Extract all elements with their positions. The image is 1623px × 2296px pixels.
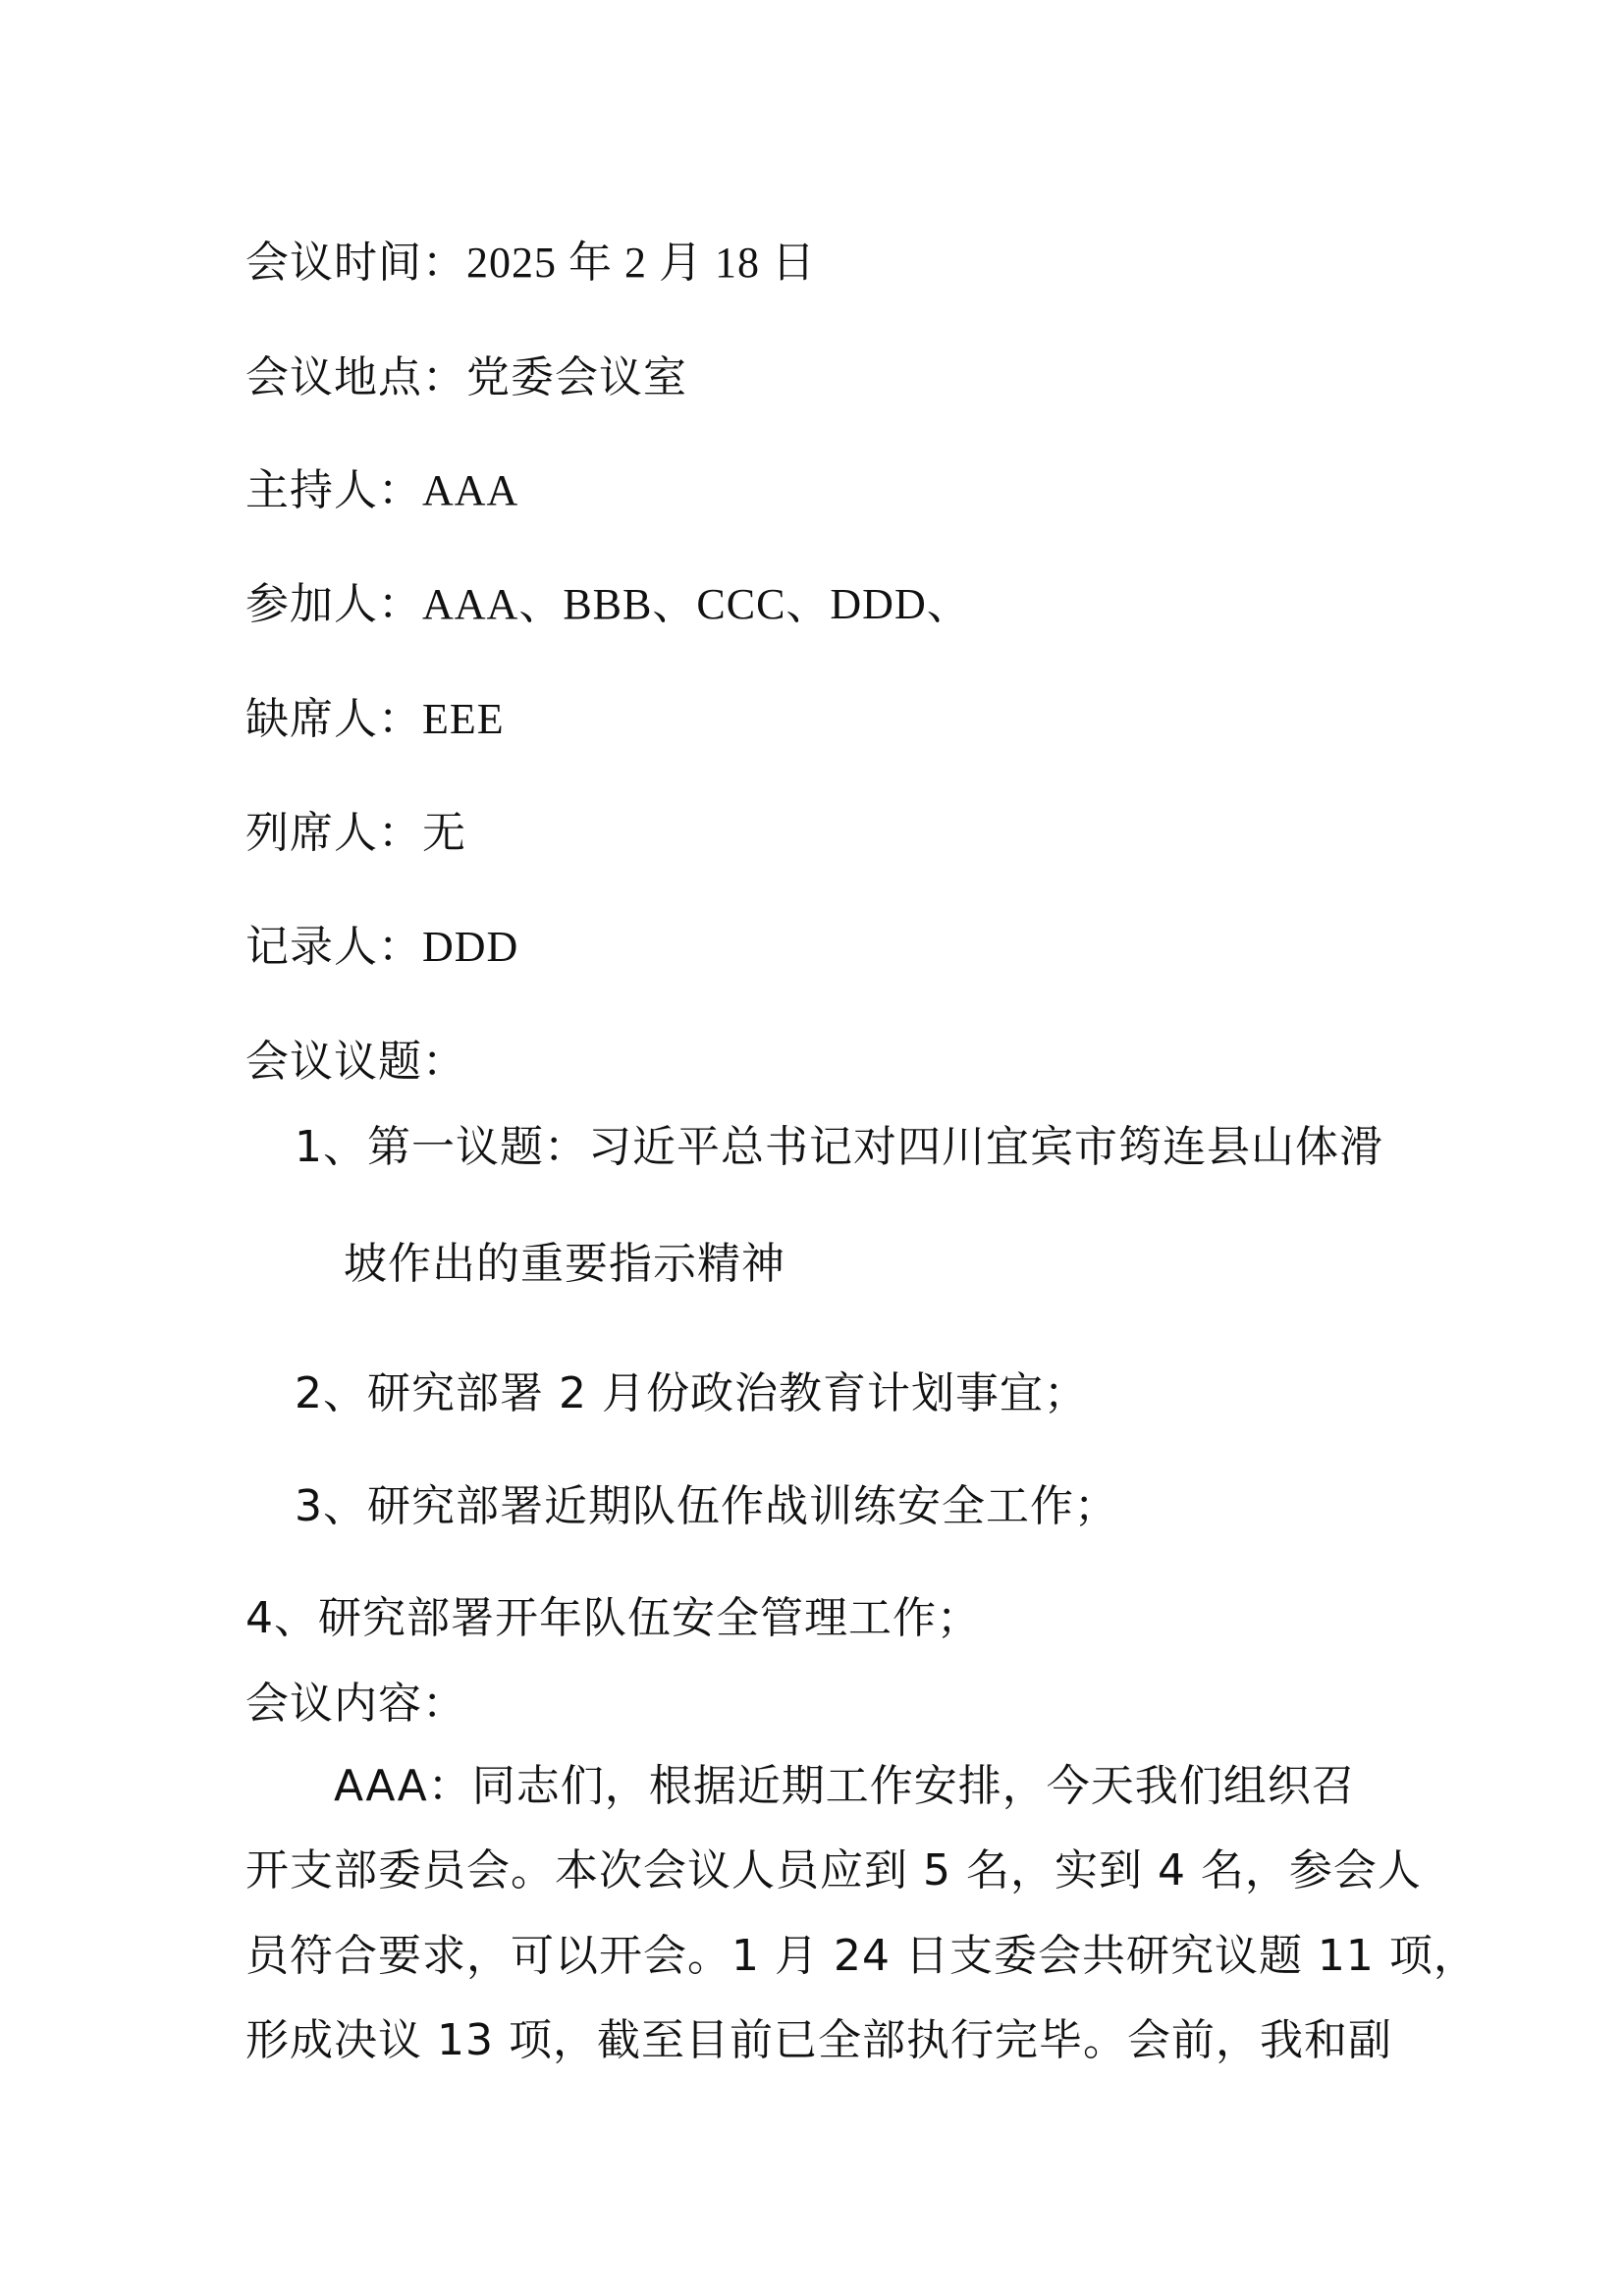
meeting-absent-label: 缺席人： xyxy=(245,694,422,744)
meeting-recorder-value: DDD xyxy=(422,923,519,971)
meeting-time-label: 会议时间： xyxy=(245,238,466,288)
content-line-3: 员符合要求，可以开会。1 月 24 日支委会共研究议题 11 项， xyxy=(245,1931,1478,1981)
content-line-4: 形成决议 13 项，截至目前已全部执行完毕。会前，我和副 xyxy=(245,2015,1392,2065)
meeting-location-row xyxy=(245,348,687,407)
meeting-time-row xyxy=(245,234,816,293)
meeting-observers-value: 无 xyxy=(422,808,466,858)
meeting-location-label: 会议地点： xyxy=(245,352,466,402)
meeting-attendees-label: 参加人： xyxy=(245,579,422,629)
meeting-absent-row xyxy=(245,690,505,749)
meeting-absent-value: EEE xyxy=(422,695,505,743)
meeting-host-value: AAA xyxy=(422,466,519,514)
meeting-location-value: 党委会议室 xyxy=(466,352,687,402)
meeting-attendees-value: AAA、BBB、CCC、DDD、 xyxy=(422,580,971,628)
topic-item-1-line-2: 坡作出的重要指示精神 xyxy=(344,1239,785,1289)
meeting-host-label: 主持人： xyxy=(245,465,422,515)
meeting-observers-label: 列席人： xyxy=(245,808,422,858)
meeting-recorder-label: 记录人： xyxy=(245,922,422,972)
content-heading: 会议内容： xyxy=(245,1679,466,1729)
content-line-2: 开支部委员会。本次会议人员应到 5 名，实到 4 名，参会人 xyxy=(245,1845,1422,1896)
meeting-observers-row xyxy=(245,804,466,863)
topic-item-1-line-1: 1、第一议题：习近平总书记对四川宜宾市筠连县山体滑 xyxy=(295,1122,1383,1172)
meeting-host-row xyxy=(245,461,518,520)
topic-item-3: 3、研究部署近期队伍作战训练安全工作； xyxy=(295,1481,1118,1531)
content-line-1: AAA：同志们，根据近期工作安排，今天我们组织召 xyxy=(334,1761,1356,1811)
meeting-attendees-row xyxy=(245,575,971,634)
topic-item-4: 4、研究部署开年队伍安全管理工作； xyxy=(245,1593,981,1643)
meeting-recorder-row xyxy=(245,918,518,977)
topics-heading: 会议议题： xyxy=(245,1037,466,1087)
meeting-time-value: 2025 年 2 月 18 日 xyxy=(466,239,816,287)
topic-item-2: 2、研究部署 2 月份政治教育计划事宜； xyxy=(295,1368,1088,1418)
